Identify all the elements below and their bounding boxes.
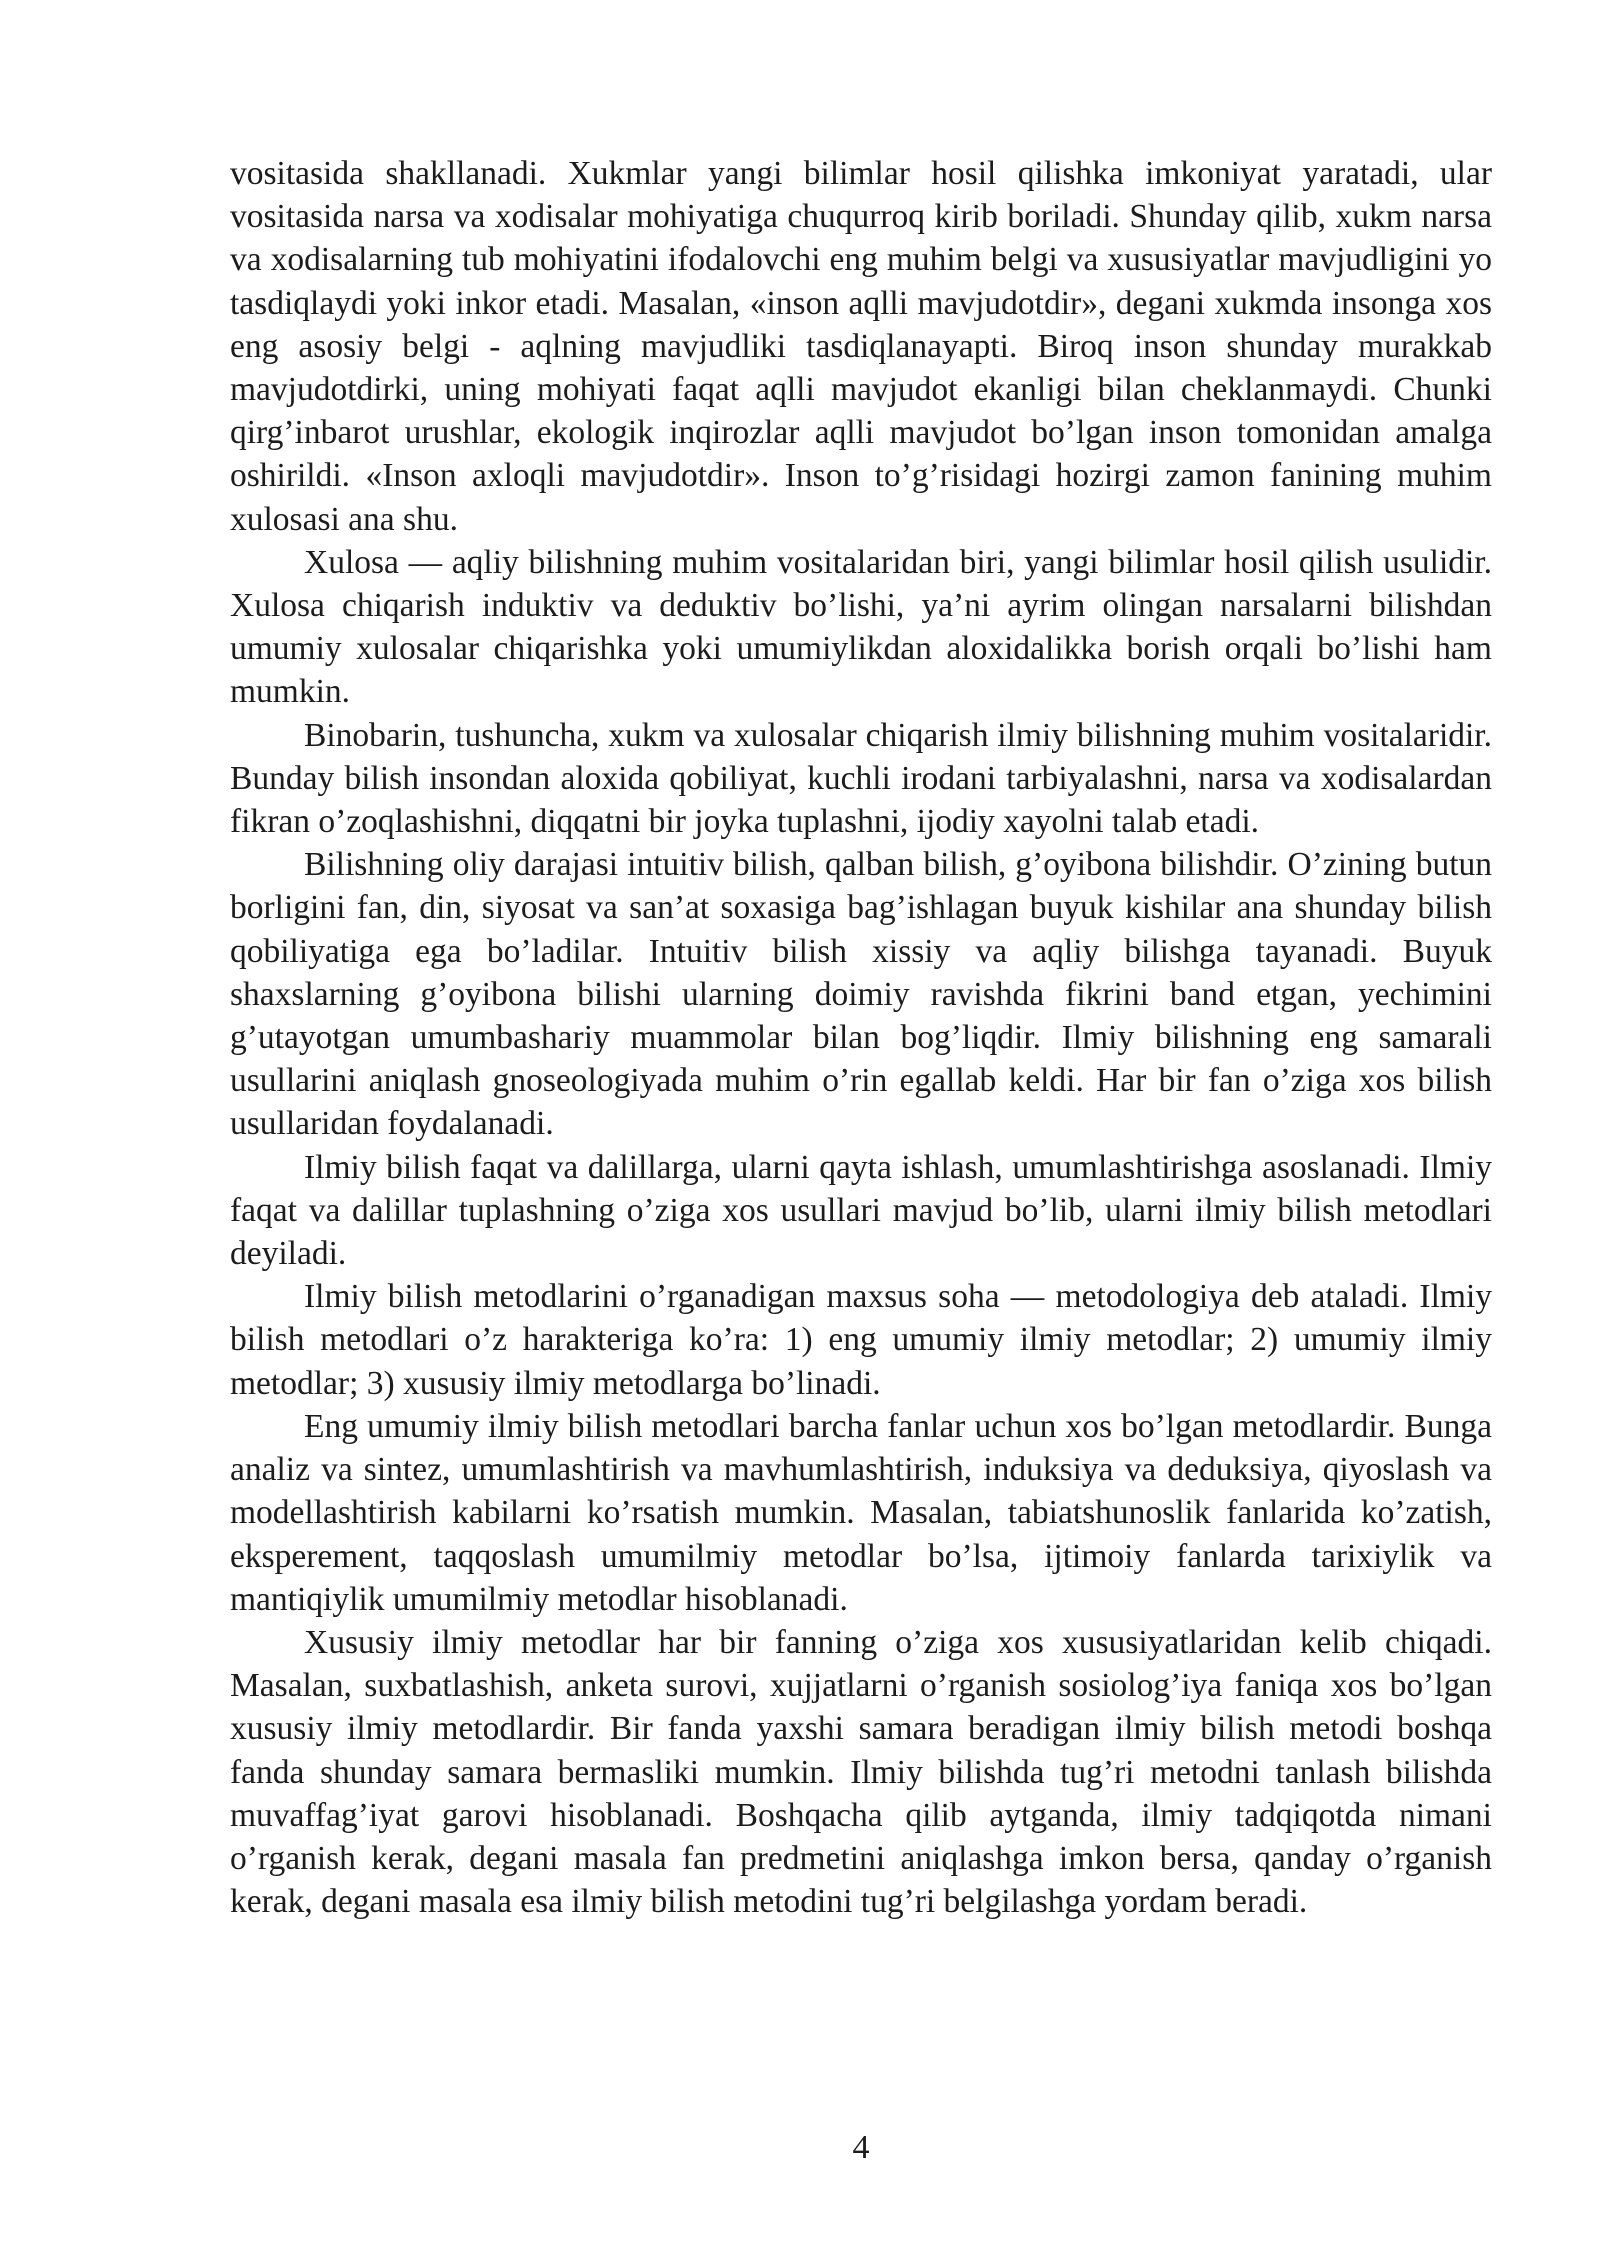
paragraph-metodologiya: Ilmiy bilish metodlarini o’rganadigan maxsus soha — metodologiya deb ataladi. Ilmiy bilish metodlari o’z harakteriga ko’ra: 1) eng umumiy ilmiy metodlar; 2) umumiy ilmiy metodlar; 3) xususiy ilmiy metodlarga bo’linadi. — [230, 1278, 1492, 1402]
page-number: 4 — [852, 2129, 870, 2166]
paragraph-umumiy-metodlar: Eng umumiy ilmiy bilish metodlari barcha fanlar uchun xos bo’lgan metodlardir. Bunga analiz va sintez, umumlashtirish va mavhumlashtirish, induksiya va deduksiya, qiyoslash va modellashtirish kabilarni ko’rsatish mumkin. Masalan, tabiatshunoslik fanlarida ko’zatish, eksperement, taqqoslash umumilmiy metodlar bo’lsa, ijtimoiy fanlarda tarixiylik va mantiqiylik umumilmiy metodlar hisoblanadi. — [230, 1407, 1492, 1618]
paragraph-continuation: vositasida shakllanadi. Xukmlar yangi bilimlar hosil qilishka imkoniyat yaratadi, ular vositasida narsa va xodisalar mohiyatiga chuqurroq kirib boriladi. Shunday qilib, xukm narsa va xodisalarning tub mohiyatini ifodalovchi eng muhim belgi va xususiyatlar mavjudligini yo tasdiqlaydi yoki inkor etadi. Masalan, «inson aqlli mavjudotdir», degani xukmda insonga xos eng asosiy belgi - aqlning mavjudliki tasdiqlanayapti. Biroq inson shunday murakkab mavjudotdirki, uning mohiyati faqat aqlli mavjudot ekanligi bilan cheklanmaydi. Chunki qirg’inbarot urushlar, ekologik inqirozlar aqlli mavjudot bo’lgan inson tomonidan amalga oshirildi. «Inson axloqli mavjudotdir». Inson to’g’risidagi hozirgi zamon fanining muhim xulosasi ana shu. — [230, 155, 1492, 538]
paragraph-ilmiy-bilish: Ilmiy bilish faqat va dalillarga, ularni qayta ishlash, umumlashtirishga asoslanadi. Ilmiy faqat va dalillar tuplashning o’ziga xos usullari mavjud bo’lib, ularni ilmiy bilish metodlari deyiladi. — [230, 1148, 1492, 1273]
paragraph-binobarin: Binobarin, tushuncha, xukm va xulosalar chiqarish ilmiy bilishning muhim vositalaridir. Bunday bilish insondan aloxida qobiliyat, kuchli irodani tarbiyalashni, narsa va xodisalardan fikran o’zoqlashishni, diqqatni bir joyka tuplashni, ijodiy xayolni talab etadi. — [230, 716, 1492, 841]
paragraph-xulosa: Xulosa — aqliy bilishning muhim vositalaridan biri, yangi bilimlar hosil qilish usulidir. Xulosa chiqarish induktiv va deduktiv bo’lishi, ya’ni ayrim olingan narsalarni bilishdan umumiy xulosalar chiqarishka yoki umumiylikdan aloxidalikka borish orqali bo’lishi ham mumkin. — [230, 543, 1492, 711]
paragraph-xususiy-metodlar: Xususiy ilmiy metodlar har bir fanning o’ziga xos xususiyatlaridan kelib chiqadi. Masalan, suxbatlashish, anketa surovi, xujjatlarni o’rganish sosiolog’iya faniqa xos bo’lgan xususiy ilmiy metodlardir. Bir fanda yaxshi samara beradigan ilmiy bilish metodi boshqa fanda shunday samara bermasliki mumkin. Ilmiy bilishda tug’ri metodni tanlash bilishda muvaffag’iyat garovi hisoblanadi. Boshqacha qilib aytganda, ilmiy tadqiqotda nimani o’rganish kerak, degani masala fan predmetini aniqlashga imkon bersa, qanday o’rganish kerak, degani masala esa ilmiy bilish metodini tug’ri belgilashga yordam beradi. — [230, 1623, 1492, 1921]
paragraph-intuitiv-bilish: Bilishning oliy darajasi intuitiv bilish, qalban bilish, g’oyibona bilishdir. O’zining butun borligini fan, din, siyosat va san’at soxasiga bag’ishlagan buyuk kishilar ana shunday bilish qobiliyatiga ega bo’ladilar. Intuitiv bilish xissiy va aqliy bilishga tayanadi. Buyuk shaxslarning g’oyibona bilishi ularning doimiy ravishda fikrini band etgan, yechimini g’utayotgan umumbashariy muammolar bilan bog’liqdir. Ilmiy bilishning eng samarali usullarini aniqlash gnoseologiyada muhim o’rin egallab keldi. Har bir fan o’ziga xos bilish usullaridan foydalanadi. — [230, 846, 1492, 1143]
page-body — [230, 152, 1492, 1923]
